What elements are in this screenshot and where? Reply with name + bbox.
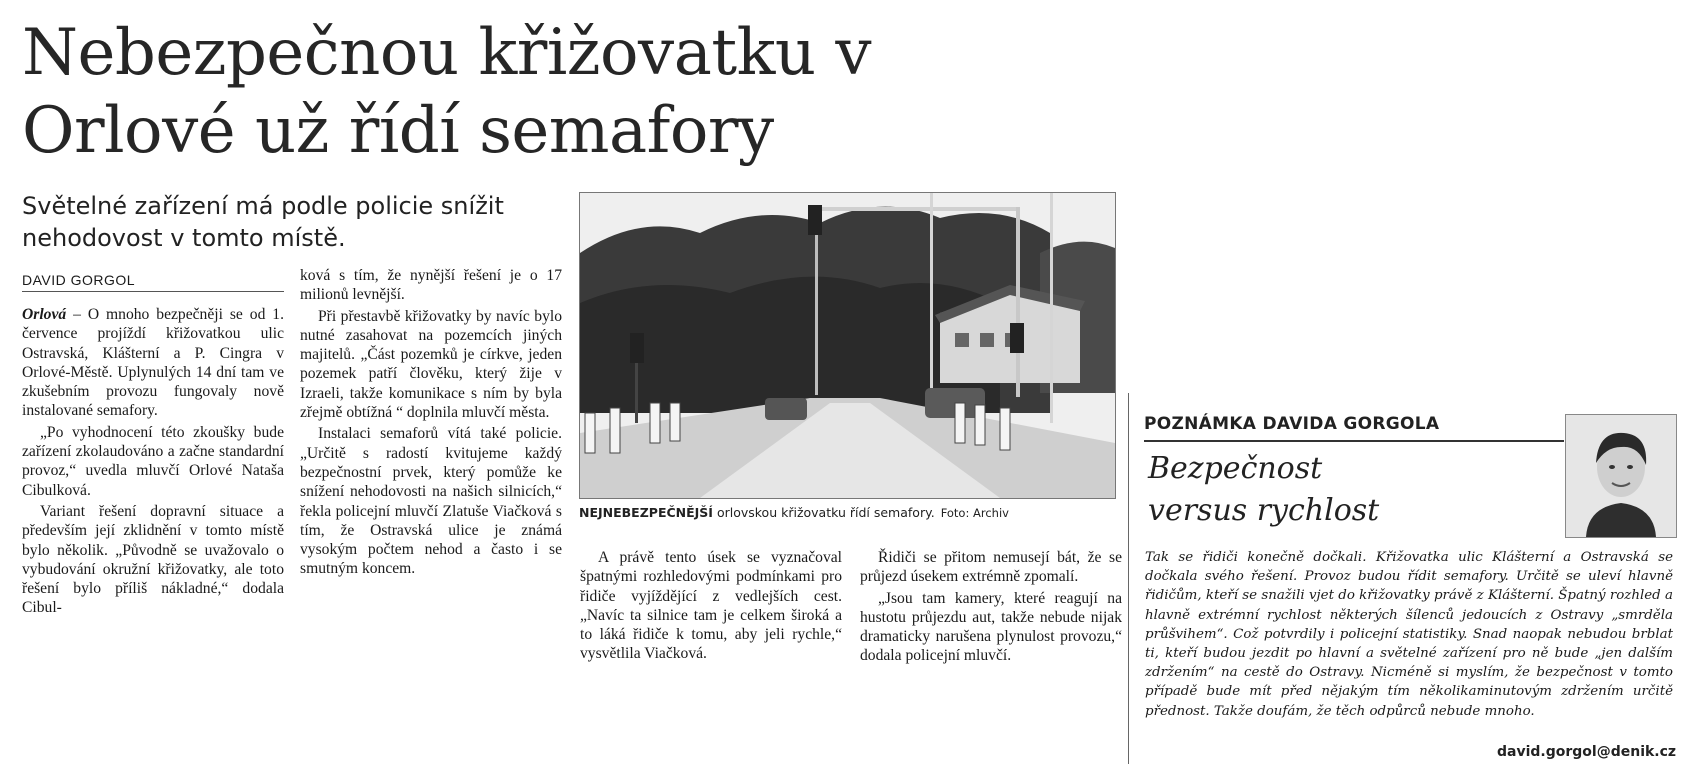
article-column-2 (300, 266, 562, 581)
commentary-text (1145, 548, 1673, 721)
author-photo-icon (1566, 415, 1676, 537)
headline: Nebezpečnou křižovatku v Orlové už řídí semafory (22, 16, 872, 168)
commentary-title-line-2: versus rychlost (1148, 493, 1380, 528)
article-column-4 (860, 548, 1122, 668)
paragraph: Tak se řidiči konečně dočkali. Křižovatka ulic Klášterní a Ostravská se dočkala svého řešení. Provoz budou řídit semafory. Určitě se uleví hlavně řidičům, kteří se snažili vjet do křižovatky právě z Klášterní. Špatný rozhled a hlavně extrémní rychlost některých šílenců jedoucích z Ostravy „smrděla průšvihem“. Což potvrdily i policejní statistiky. Snad naopak nebudou brblat ti, kteří budou jezdit po hlavní a světelné zařízení pro ně bude „jen dalším zdržením“ na cestě do Ostravy. Nicméně si myslím, že bezpečnost v tomto případě bude mít před nějakým tím několikaminutovým zdržením určitě přednost. Takže doufám, že těch odpůrců nebude mnoho. (1145, 550, 1673, 719)
paragraph: Při přestavbě křižovatky by navíc bylo nutné zasahovat na pozemcích jiných majitelů. „Část pozemků je církve, jeden pozemek patří člověku, který žije v Izraeli, takže komunikace s ním by byla zřejmě obtížná “ doplnila mluvčí města. (300, 307, 562, 422)
commentary-divider (1144, 440, 1564, 442)
photo-credit: Foto: Archiv (940, 506, 1009, 520)
commentary-label: POZNÁMKA DAVIDA GORGOLA (1144, 414, 1440, 434)
paragraph-text: – O mnoho bezpečněji se od 1. července projíždí křižovatkou ulic Ostravská, Klášterní a P. Cingra v Orlové-Městě. Uplynulých 14 dní tam ve zkušebním provozu fungovaly nově instalované semafory. (22, 306, 284, 420)
paragraph: „Po vyhodnocení této zkoušky bude zařízení zkolaudováno a začne standardní provoz,“ uvedla mluvčí Orlové Nataša Cibulková. (22, 423, 284, 499)
dateline: Orlová (22, 306, 67, 323)
commentary-title-line-1: Bezpečnost (1148, 451, 1323, 486)
street-photo (579, 192, 1116, 499)
article-column-1 (22, 305, 284, 620)
article-column-3 (580, 548, 842, 666)
photo-caption (579, 505, 1114, 520)
paragraph: A právě tento úsek se vyznačoval špatnými rozhledovými podmínkami pro řidiče vyjíždějící z vedlejších cest. „Navíc ta silnice tam je celkem široká a to láká řidiče k tomu, aby jeli rychle,“ vysvětlila Viačková. (580, 549, 842, 663)
traffic-lights-illustration (580, 193, 1115, 498)
paragraph: Variant řešení dopravní situace a především její zklidnění v tomto místě bylo několik. „Původně se uvažovalo o vybudování okružní křižovatky, ale toto řešení bylo příliš nákladné,“ dodala Cibul- (22, 502, 284, 617)
caption-lead: NEJNEBEZPEČNĚJŠÍ (579, 505, 713, 520)
author-portrait (1565, 414, 1677, 538)
paragraph: ková s tím, že nynější řešení je o 17 milionů levnější. (300, 267, 562, 304)
paragraph: Instalaci semaforů vítá také policie. „Určitě s radostí kvitujeme každý bezpečnostní prvek, který pomůže ke snížení nehodovosti na našich silnicích,“ řekla policejní mluvčí Zlatuše Viačková s tím, že Ostravská ulice je známá vysokým počtem nehod a často i se smutným koncem. (300, 425, 562, 578)
commentary-title (1148, 448, 1568, 532)
paragraph (22, 305, 284, 421)
subheadline: Světelné zařízení má podle policie snížit nehodovost v tomto místě. (22, 192, 504, 252)
caption-text: orlovskou křižovatku řídí semafory. (712, 505, 935, 520)
byline: DAVID GORGOL (22, 272, 284, 292)
author-email: david.gorgol@denik.cz (1497, 744, 1677, 760)
paragraph: Řidiči se přitom nemusejí bát, že se průjezd úsekem extrémně zpomalí. (860, 549, 1122, 586)
paragraph: „Jsou tam kamery, které reagují na hustotu průjezdu aut, takže nebude nijak dramaticky narušena plynulost provozu,“ dodala policejní mluvčí. (860, 589, 1122, 665)
